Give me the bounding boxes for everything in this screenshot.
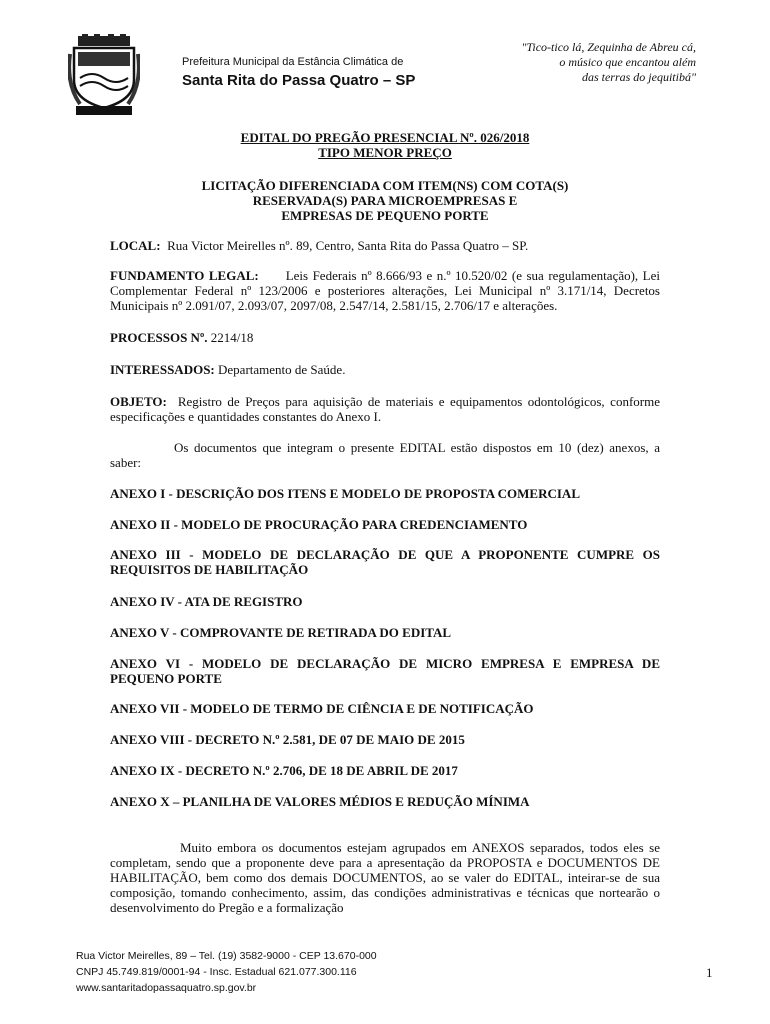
anexo-item: ANEXO I - DESCRIÇÃO DOS ITENS E MODELO DE PROPOSTA COMERCIAL bbox=[110, 486, 580, 501]
anexo-item: ANEXO II - MODELO DE PROCURAÇÃO PARA CREDENCIAMENTO bbox=[110, 517, 528, 532]
prefeitura-line: Prefeitura Municipal da Estância Climática de bbox=[182, 56, 404, 68]
local-field: LOCAL: Rua Victor Meirelles nº. 89, Centro, Santa Rita do Passa Quatro – SP. bbox=[110, 238, 529, 253]
website-link[interactable]: www.santaritadopassaquatro.sp.gov.br bbox=[76, 982, 257, 994]
page-number: 1 bbox=[706, 965, 713, 980]
objeto-field: OBJETO: Registro de Preços para aquisição de materiais e equipamentos odontológicos, conforme especificações e quantidades constantes do Anexo I. bbox=[110, 394, 664, 424]
edital-title: EDITAL DO PREGÃO PRESENCIAL Nº. 026/2018 TIPO MENOR PREÇO bbox=[240, 130, 530, 160]
anexo-item: ANEXO VII - MODELO DE TERMO DE CIÊNCIA E DE NOTIFICAÇÃO bbox=[110, 701, 534, 716]
closing-paragraph: Muito embora os documentos estejam agrupados em ANEXOS separados, todos eles se completam, sendo que a proponente deve para a apresentação da PROPOSTA e DOCUMENTOS DE HABILITAÇÃO, bem como dos demais DOCUMENTOS, ao se valer do EDITAL, inteirar-se de sua composição, tomando conhecimento, assim, das condições administrativas e técnicas que nortearão o desenvolvimento do Pregão e a formalização bbox=[110, 840, 660, 915]
coat-of-arms-icon bbox=[68, 34, 140, 118]
footer-address: Rua Victor Meirelles, 89 – Tel. (19) 3582-9000 - CEP 13.670-000 CNPJ 45.749.819/0001-94 - Insc. Estadual 621.077.300.116 www.santaritadopassaquatro.sp.gov.br bbox=[76, 950, 377, 994]
anexo-item: ANEXO III - MODELO DE DECLARAÇÃO DE QUE A PROPONENTE CUMPRE OS REQUISITOS DE HABILITAÇÃO bbox=[110, 547, 660, 577]
anexo-item: ANEXO V - COMPROVANTE DE RETIRADA DO EDITAL bbox=[110, 625, 452, 640]
anexo-item: ANEXO VI - MODELO DE DECLARAÇÃO DE MICRO EMPRESA E EMPRESA DE PEQUENO PORTE bbox=[110, 656, 660, 686]
fundamento-legal-field: FUNDAMENTO LEGAL: Leis Federais nº 8.666/93 e n.º 10.520/02 (e sua regulamentação), Lei Complementar Federal nº 123/2006 e posteriores alterações, Lei Municipal nº 3.171/14, Decretos Municipais nº 2.091/07, 2.093/07, 2097/08, 2.547/14, 2.581/15, 2.706/17 e alterações. bbox=[110, 268, 664, 313]
header-quote: "Tico-tico lá, Zequinha de Abreu cá, o músico que encantou além das terras do jequitibá" bbox=[521, 40, 696, 84]
anexo-item: ANEXO IX - DECRETO N.º 2.706, DE 18 DE ABRIL DE 2017 bbox=[110, 763, 458, 778]
anexo-item: ANEXO IV - ATA DE REGISTRO bbox=[110, 594, 303, 609]
anexos-intro: Os documentos que integram o presente EDITAL estão dispostos em 10 (dez) anexos, a saber: bbox=[110, 440, 660, 470]
city-line: Santa Rita do Passa Quatro – SP bbox=[182, 72, 416, 89]
interessados-field: INTERESSADOS: Departamento de Saúde. bbox=[110, 362, 346, 377]
edital-subtitle: LICITAÇÃO DIFERENCIADA COM ITEM(NS) COM COTA(S) RESERVADA(S) PARA MICROEMPRESAS E EMPRESAS DE PEQUENO PORTE bbox=[201, 178, 569, 223]
processos-field: PROCESSOS Nº. 2214/18 bbox=[110, 330, 254, 345]
anexo-item: ANEXO VIII - DECRETO N.º 2.581, DE 07 DE MAIO DE 2015 bbox=[110, 732, 465, 747]
anexo-item: ANEXO X – PLANILHA DE VALORES MÉDIOS E REDUÇÃO MÍNIMA bbox=[110, 794, 530, 809]
